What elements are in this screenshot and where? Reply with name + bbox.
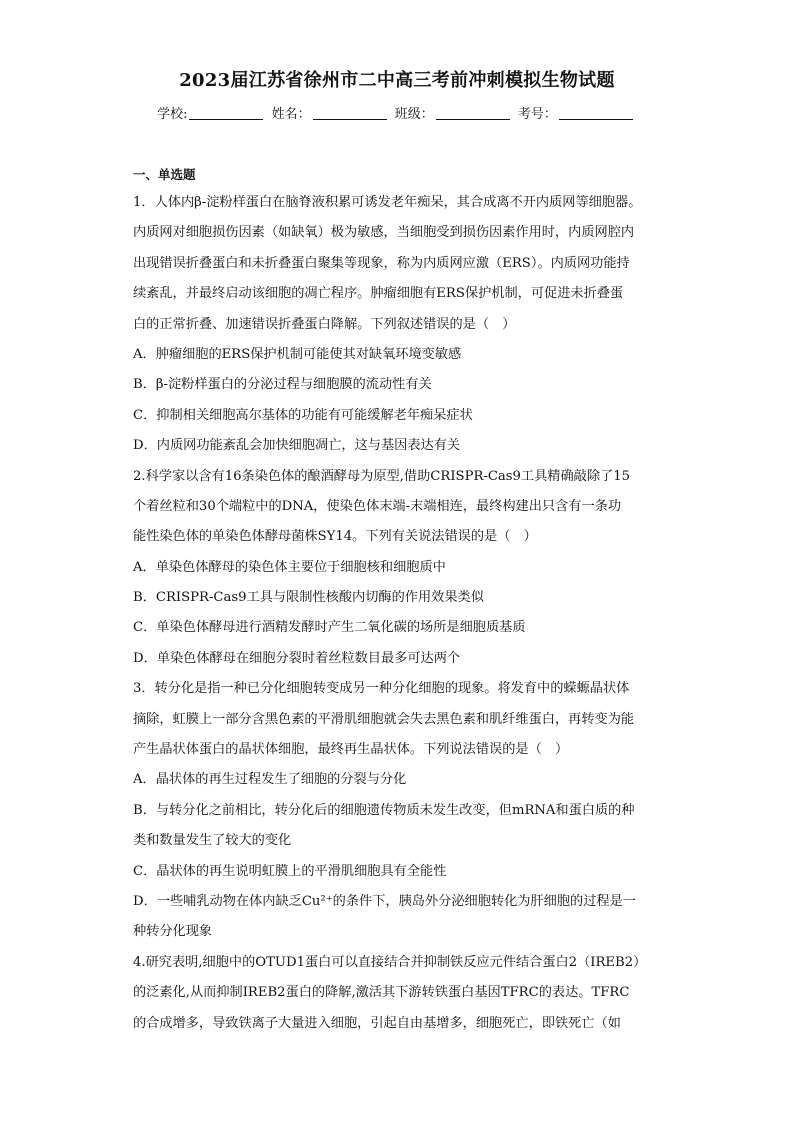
text-line: B．β-淀粉样蛋白的分泌过程与细胞膜的流动性有关 xyxy=(133,377,432,393)
id-blank xyxy=(559,107,633,120)
section-heading: 一、单选题 xyxy=(133,167,196,182)
text-line: 续紊乱，并最终启动该细胞的凋亡程序。肿瘤细胞有ERS保护机制，可促进未折叠蛋 xyxy=(133,286,624,302)
document-title: 2023届江苏省徐州市二中高三考前冲刺模拟生物试题 xyxy=(179,70,615,91)
text-line: 1．人体内β-淀粉样蛋白在脑脊液积累可诱发老年痴呆，其合成离不开内质网等细胞器。 xyxy=(133,195,642,210)
text-line: A．单染色体酵母的染色体主要位于细胞核和细胞质中 xyxy=(133,559,446,575)
text-line: A．肿瘤细胞的ERS保护机制可能使其对缺氧环境变敏感 xyxy=(133,346,462,362)
school-label: 学校: xyxy=(157,107,188,122)
text-line: 2.科学家以含有16条染色体的酿酒酵母为原型,借助CRISPR-Cas9工具精确敲除了15 xyxy=(133,468,631,484)
text-line: C．单染色体酵母进行酒精发酵时产生二氧化碳的场所是细胞质基质 xyxy=(133,620,526,636)
question-body xyxy=(133,188,671,1039)
text-line: 摘除，虹膜上一部分含黑色素的平滑肌细胞就会失去黑色素和肌纤维蛋白，再转变为能 xyxy=(133,711,635,727)
text-line: 产生晶状体蛋白的晶状体细胞，最终再生晶状体。下列说法错误的是（ ） xyxy=(133,742,569,758)
text-line: C．抑制相关细胞高尔基体的功能有可能缓解老年痴呆症状 xyxy=(133,407,473,423)
text-line: 4.研究表明,细胞中的OTUD1蛋白可以直接结合并抑制铁反应元件结合蛋白2（IREB2） xyxy=(133,954,647,970)
text-line: 内质网对细胞损伤因素（如缺氧）极为敏感，当细胞受到损伤因素作用时，内质网腔内 xyxy=(133,225,635,241)
student-info-row xyxy=(0,103,794,122)
text-line: 出现错误折叠蛋白和未折叠蛋白聚集等现象，称为内质网应激（ERS）。内质网功能持 xyxy=(133,255,630,271)
text-line: 类和数量发生了较大的变化 xyxy=(133,833,292,849)
class-label: 班级： xyxy=(394,107,434,122)
text-line: 白的正常折叠、加速错误折叠蛋白降解。下列叙述错误的是（ ） xyxy=(133,316,516,332)
text-line: D．一些哺乳动物在体内缺乏Cu²⁺的条件下，胰岛外分泌细胞转化为肝细胞的过程是一 xyxy=(133,893,636,909)
name-blank xyxy=(313,107,387,120)
text-line: C．晶状体的再生说明虹膜上的平滑肌细胞具有全能性 xyxy=(133,863,447,879)
text-line: D．内质网功能紊乱会加快细胞凋亡，这与基因表达有关 xyxy=(133,438,461,454)
text-line: 3．转分化是指一种已分化细胞转变成另一种分化细胞的现象。将发育中的蝾螈晶状体 xyxy=(133,681,630,697)
id-label: 考号： xyxy=(517,107,557,122)
class-blank xyxy=(436,107,510,120)
text-line: 的合成增多，导致铁离子大量进入细胞，引起自由基增多，细胞死亡，即铁死亡（如 xyxy=(133,1015,621,1031)
school-blank xyxy=(189,107,263,120)
name-label: 姓名： xyxy=(271,107,311,122)
text-line: 种转分化现象 xyxy=(133,924,213,940)
text-line: B．与转分化之前相比，转分化后的细胞遗传物质未发生改变，但mRNA和蛋白质的种 xyxy=(133,802,635,818)
text-line: A．晶状体的再生过程发生了细胞的分裂与分化 xyxy=(133,772,407,788)
text-line: 个着丝粒和30个端粒中的DNA，使染色体末端-末端相连，最终构建出只含有一条功 xyxy=(133,498,622,514)
text-line: B．CRISPR-Cas9工具与限制性核酸内切酶的作用效果类似 xyxy=(133,590,484,606)
text-line: 的泛素化,从而抑制IREB2蛋白的降解,激活其下游转铁蛋白基因TFRC的表达。TFRC xyxy=(133,985,630,1001)
text-line: 能性染色体的单染色体酵母菌株SY14。下列有关说法错误的是（ ） xyxy=(133,529,537,545)
text-line: D．单染色体酵母在细胞分裂时着丝粒数目最多可达两个 xyxy=(133,650,461,666)
